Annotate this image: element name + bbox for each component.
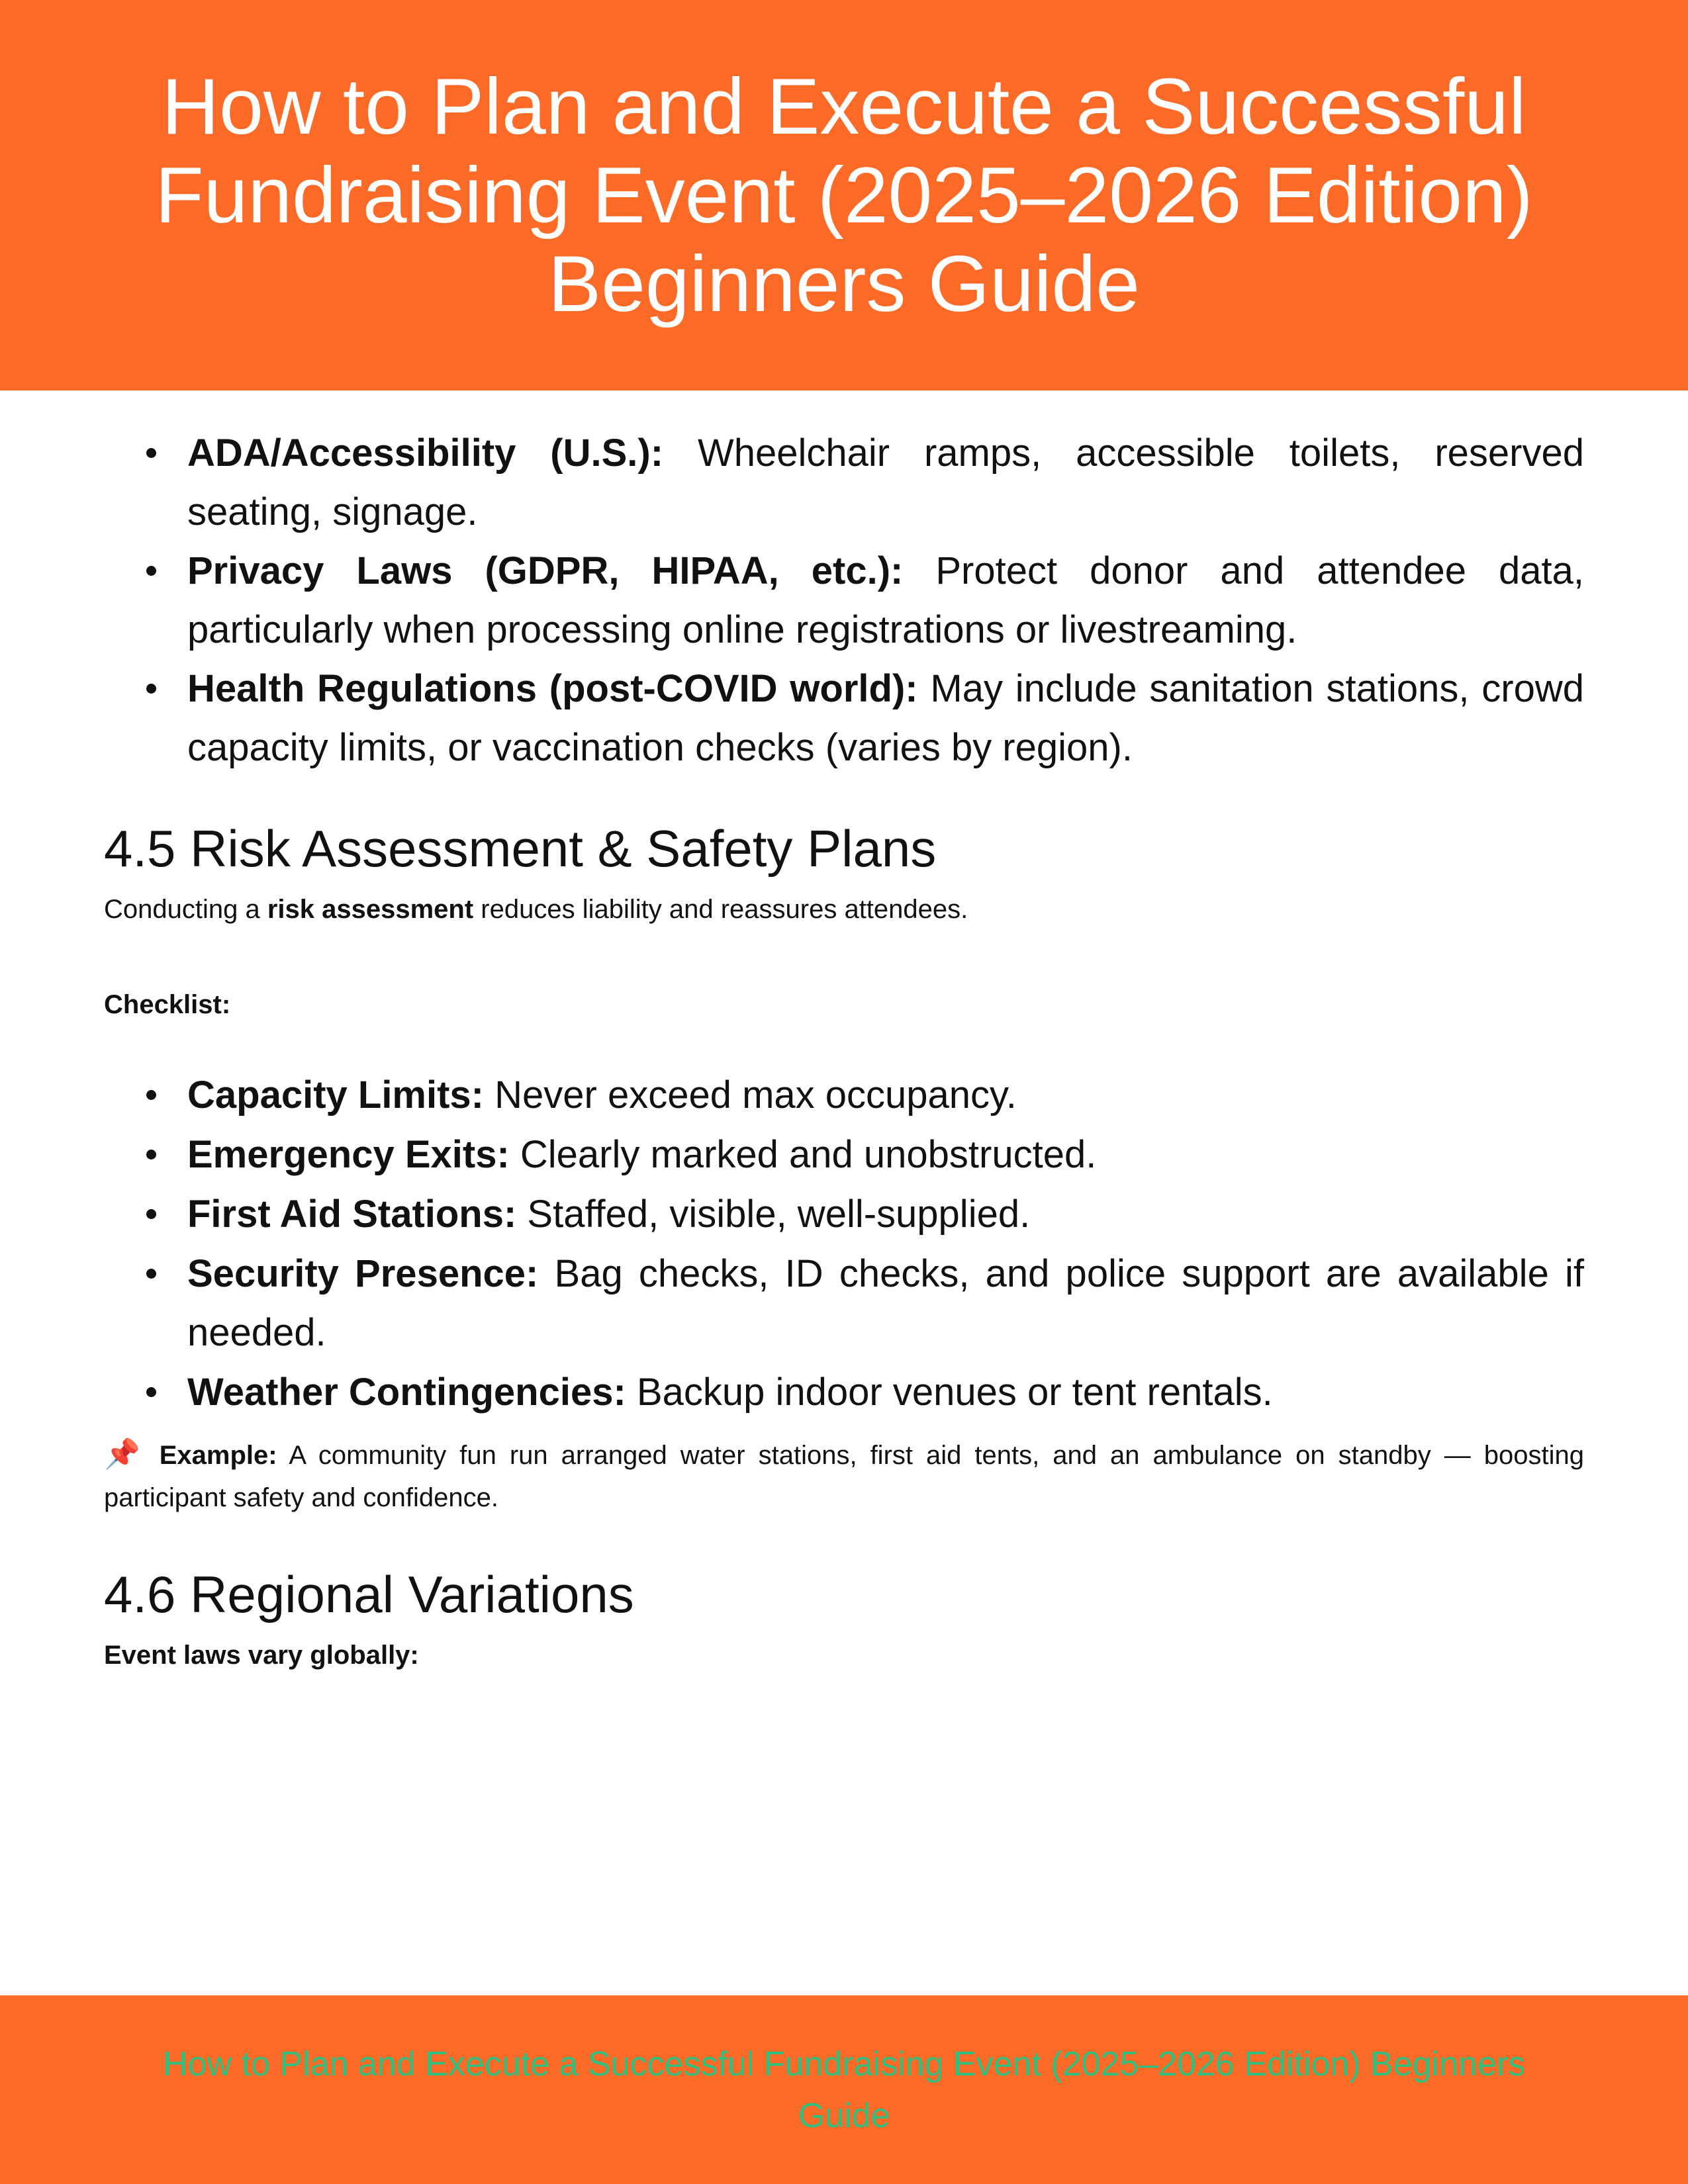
list-item-label: Capacity Limits: <box>187 1073 484 1116</box>
regulations-list <box>104 424 1584 777</box>
section-heading-risk-assessment: 4.5 Risk Assessment & Safety Plans <box>104 819 937 878</box>
list-item-text: Staffed, visible, well-supplied. <box>516 1193 1031 1236</box>
list-item-text: Clearly marked and unobstructed. <box>509 1133 1097 1176</box>
document-title: How to Plan and Execute a Successful Fundraising Event (2025–2026 Edition) Beginners Guide <box>155 62 1533 328</box>
example-label: Example: <box>159 1441 277 1470</box>
checklist-label: Checklist: <box>104 990 231 1019</box>
page-header <box>0 0 1688 390</box>
section-intro <box>104 888 1584 931</box>
list-item <box>104 1244 1584 1362</box>
example-text: A community fun run arranged water stations, first aid tents, and an ambulance on standby — boosting participant safety and confidence. <box>104 1441 1584 1512</box>
list-item-text: Wheelchair ramps, accessible toilets, reserved seating, signage. <box>187 432 1584 533</box>
list-item-label: Emergency Exits: <box>187 1133 510 1176</box>
list-item-label: First Aid Stations: <box>187 1193 517 1236</box>
section-heading-regional-variations: 4.6 Regional Variations <box>104 1565 634 1623</box>
intro-text: reduces liability and reassures attendees. <box>473 895 968 924</box>
page-footer <box>0 1995 1688 2184</box>
example-callout <box>104 1433 1584 1519</box>
list-item-text: Backup indoor venues or tent rentals. <box>626 1371 1273 1414</box>
list-item <box>104 1125 1584 1184</box>
section-intro: Event laws vary globally: <box>104 1641 419 1670</box>
list-item <box>104 1363 1584 1422</box>
page-content <box>104 424 1584 1676</box>
safety-checklist <box>104 1066 1584 1422</box>
list-item-label: ADA/Accessibility (U.S.): <box>187 432 664 475</box>
list-item <box>104 1066 1584 1124</box>
list-item-label: Security Presence: <box>187 1252 539 1295</box>
list-item <box>104 424 1584 541</box>
list-item-text: May include sanitation stations, crowd capacity limits, or vaccination checks (varies by region). <box>187 667 1584 769</box>
intro-text: Conducting a <box>104 895 267 924</box>
list-item-text: Bag checks, ID checks, and police support are available if needed. <box>187 1252 1584 1354</box>
list-item-text: Protect donor and attendee data, particularly when processing online registrations or livestreaming. <box>187 549 1584 651</box>
footer-title: How to Plan and Execute a Successful Fundraising Event (2025–2026 Edition) Beginners Guide <box>162 2044 1526 2135</box>
list-item <box>104 541 1584 659</box>
list-item-label: Privacy Laws (GDPR, HIPAA, etc.): <box>187 549 904 592</box>
list-item-label: Weather Contingencies: <box>187 1371 626 1414</box>
list-item-text: Never exceed max occupancy. <box>484 1073 1017 1116</box>
intro-bold-text: risk assessment <box>267 895 474 924</box>
list-item-label: Health Regulations (post-COVID world): <box>187 667 918 710</box>
list-item <box>104 1185 1584 1244</box>
list-item <box>104 659 1584 777</box>
pushpin-icon: 📌 <box>104 1438 146 1471</box>
